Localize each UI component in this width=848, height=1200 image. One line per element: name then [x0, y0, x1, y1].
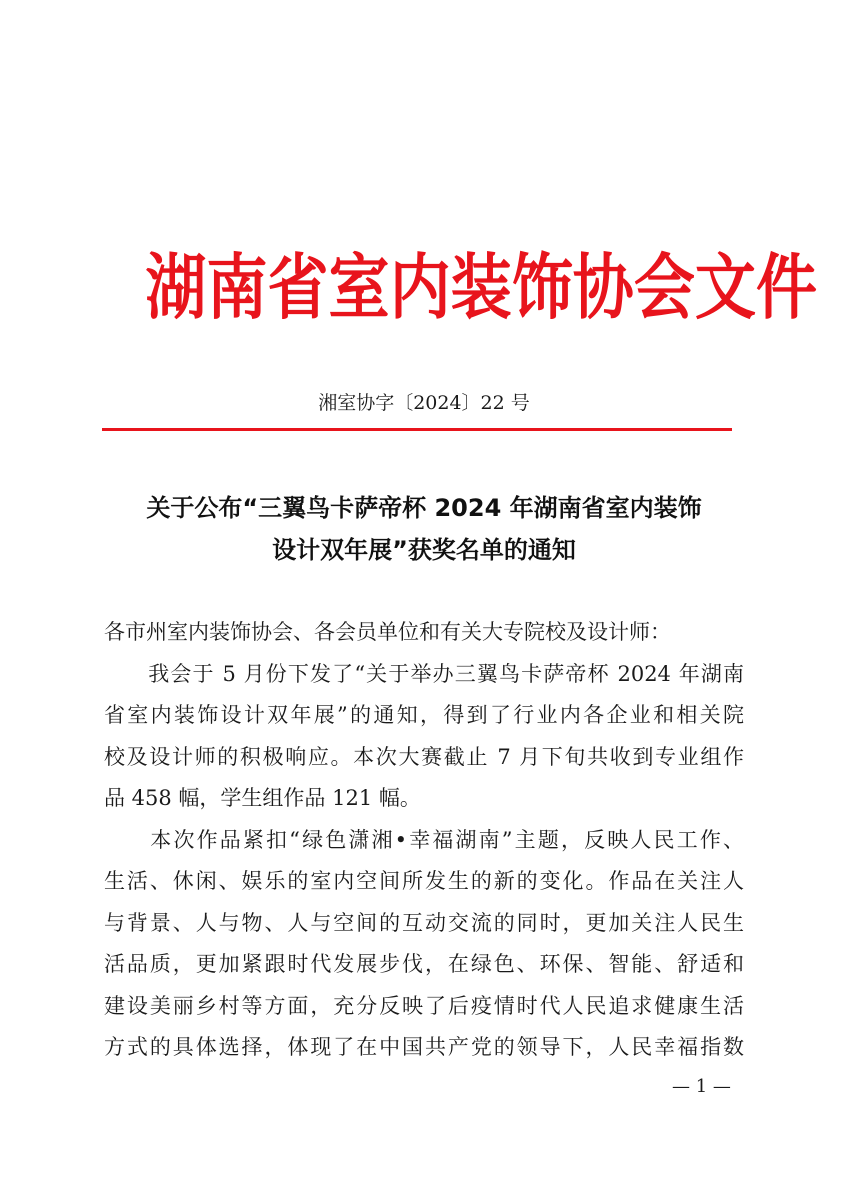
paragraph-2-line-3: 与背景、人与物、人与空间的互动交流的同时，更加关注人民生 — [104, 910, 744, 935]
salutation: 各市州室内装饰协会、各会员单位和有关大专院校及设计师： — [104, 620, 671, 644]
notice-title — [100, 487, 748, 571]
paragraph-2-line-2: 生活、休闲、娱乐的室内空间所发生的新的变化。作品在关注人 — [104, 869, 744, 893]
paragraph-1-line-4: 品 458 幅，学生组作品 121 幅。 — [104, 786, 421, 810]
document-body — [104, 612, 744, 1069]
paragraph-2-line-1: 本次作品紧扣“绿色潇湘•幸福湖南”主题，反映人民工作、 — [104, 827, 744, 852]
letterhead-title: 湖南省室内装饰协会文件 — [145, 246, 818, 329]
page-number: — 1 — — [672, 1076, 731, 1097]
paragraph-1-line-2: 省室内装饰设计双年展”的通知，得到了行业内各企业和相关院 — [104, 703, 744, 727]
document-number: 湘室协字〔2024〕22 号 — [318, 392, 530, 414]
paragraph-2-line-4: 活品质，更加紧跟时代发展步伐，在绿色、环保、智能、舒适和 — [104, 952, 744, 976]
paragraph-1-line-3: 校及设计师的积极响应。本次大赛截止 7 月下旬共收到专业组作 — [104, 744, 744, 769]
paragraph-1-line-1: 我会于 5 月份下发了“关于举办三翼鸟卡萨帝杯 2024 年湖南 — [104, 661, 744, 686]
notice-title-line-2: 设计双年展”获奖名单的通知 — [272, 536, 576, 564]
paragraph-2-line-5: 建设美丽乡村等方面，充分反映了后疫情时代人民追求健康生活 — [104, 993, 744, 1018]
red-divider-line — [102, 428, 732, 431]
notice-title-line-1: 关于公布“三翼鸟卡萨帝杯 2024 年湖南省室内装饰 — [146, 494, 702, 522]
paragraph-2-line-6: 方式的具体选择，体现了在中国共产党的领导下，人民幸福指数 — [104, 1035, 744, 1059]
